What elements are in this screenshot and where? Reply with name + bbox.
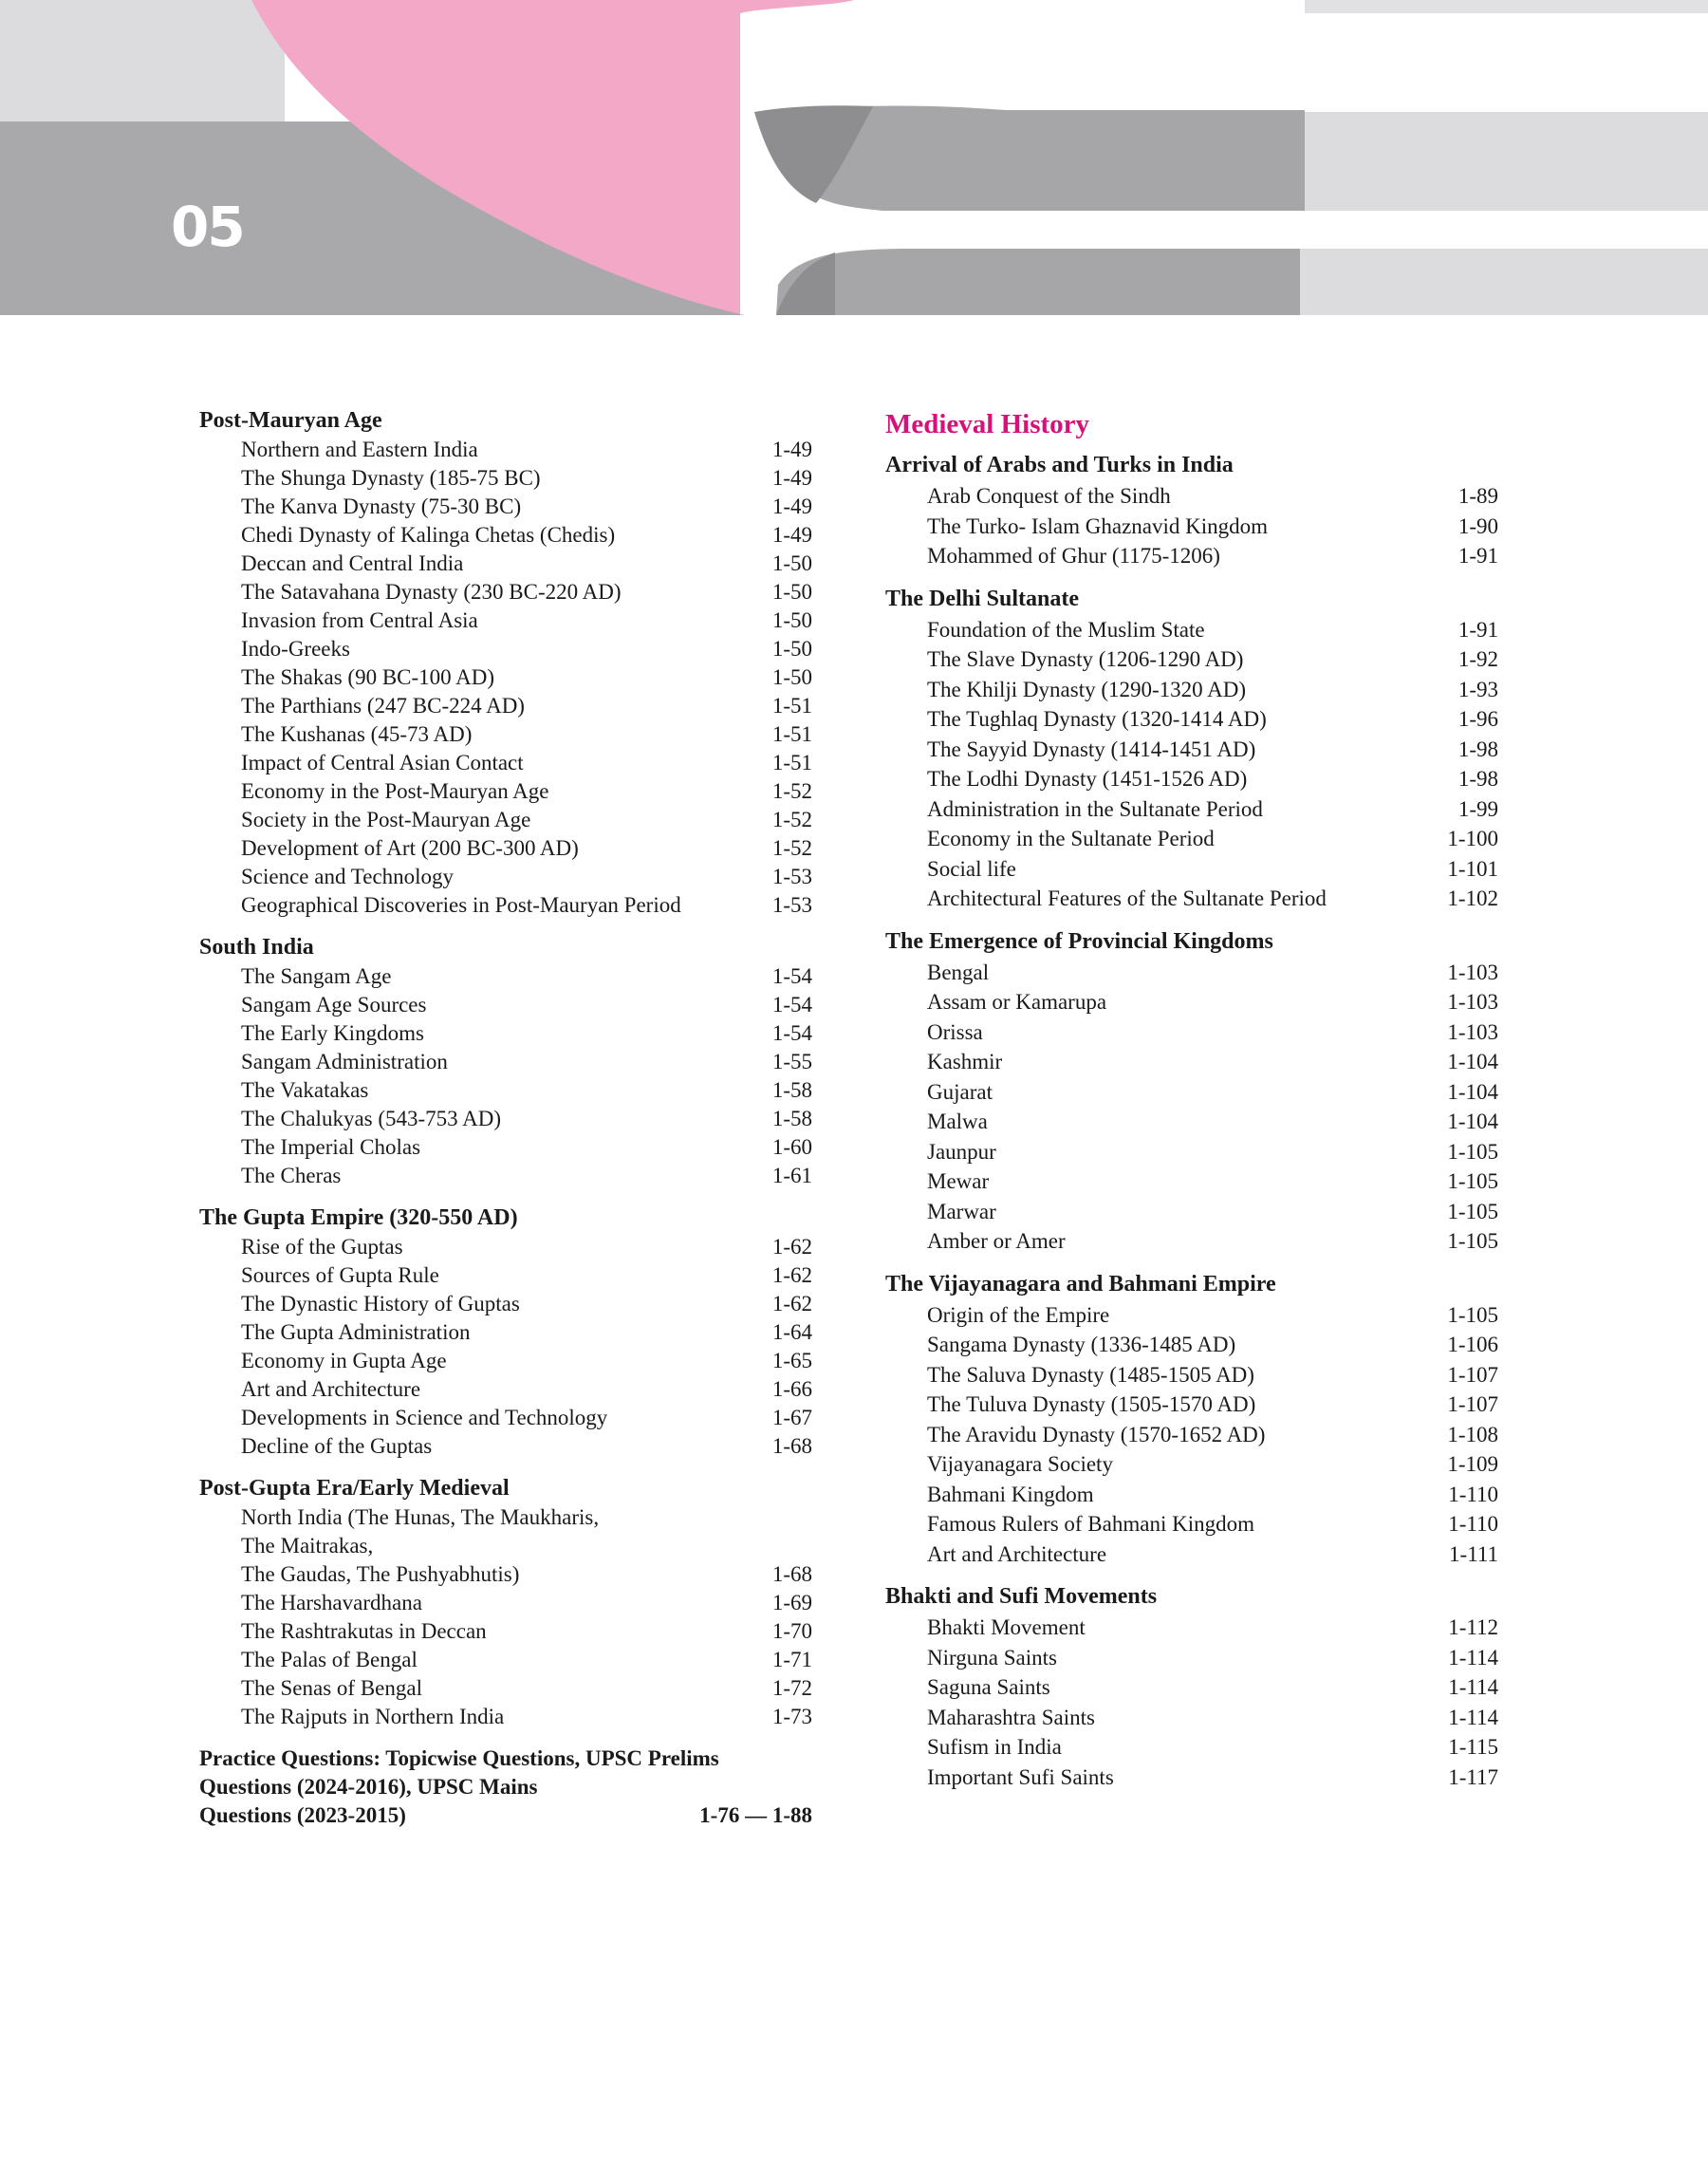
toc-entry-title: Decline of the Guptas (241, 1434, 433, 1458)
toc-entry-title: The Rashtrakutas in Deccan (241, 1619, 487, 1643)
toc-entry-page: 1-58 (771, 1078, 812, 1102)
practice-line (199, 1801, 812, 1830)
toc-entry[interactable] (199, 436, 812, 464)
toc-entry-page: 1-108 (1447, 1422, 1498, 1446)
toc-section (885, 1581, 1498, 1792)
toc-entry-title: The Cheras (241, 1164, 342, 1187)
toc-entry-page: 1-49 (771, 494, 812, 518)
toc-entry[interactable] (199, 1048, 812, 1076)
toc-entry-page: 1-50 (771, 551, 812, 575)
section-title: The Delhi Sultanate (885, 586, 1080, 611)
toc-entry[interactable] (885, 644, 1498, 675)
toc-entry-title: The Shakas (90 BC-100 AD) (241, 665, 495, 689)
toc-entry-title: Sufism in India (927, 1735, 1062, 1759)
toc-entry-page: 1-105 (1447, 1229, 1498, 1253)
toc-right-column (885, 406, 1498, 1804)
toc-entry[interactable] (885, 1107, 1498, 1137)
toc-entry[interactable] (199, 991, 812, 1019)
section-title: The Emergence of Provincial Kingdoms (885, 928, 1273, 954)
toc-entry-page: 1-54 (771, 993, 812, 1017)
toc-entry[interactable] (199, 550, 812, 578)
toc-entry-page: 1-70 (771, 1619, 812, 1643)
toc-entry[interactable] (885, 704, 1498, 735)
toc-entry-page: 1-52 (771, 779, 812, 803)
toc-entry-page: 1-49 (771, 523, 812, 547)
toc-entry[interactable] (199, 635, 812, 663)
toc-entry-title: Amber or Amer (927, 1229, 1066, 1253)
toc-entry[interactable] (885, 615, 1498, 645)
toc-entry-title: Jaunpur (927, 1139, 996, 1164)
toc-entry[interactable] (199, 692, 812, 720)
toc-entry-title: The Palas of Bengal (241, 1648, 418, 1671)
toc-entry-title: The Tuluva Dynasty (1505-1570 AD) (927, 1392, 1256, 1416)
toc-entry-page: 1-64 (771, 1320, 812, 1344)
toc-entry-title: Bhakti Movement (927, 1615, 1086, 1639)
toc-entry-title: Architectural Features of the Sultanate Period (927, 886, 1327, 910)
toc-entry-title: The Khilji Dynasty (1290-1320 AD) (927, 677, 1247, 701)
toc-entry[interactable] (199, 521, 812, 550)
toc-entry-page: 1-103 (1447, 960, 1498, 984)
toc-entry-title: The Senas of Bengal (241, 1676, 422, 1700)
toc-entry[interactable] (199, 578, 812, 606)
toc-entry-page: 1-58 (771, 1107, 812, 1130)
toc-entry[interactable] (199, 777, 812, 806)
toc-entry-page: 1-60 (771, 1135, 812, 1159)
toc-entry[interactable] (885, 1226, 1498, 1257)
toc-entry-title: Saguna Saints (927, 1675, 1050, 1699)
toc-entry-title: Invasion from Central Asia (241, 608, 478, 632)
toc-entry-title: The Lodhi Dynasty (1451-1526 AD) (927, 767, 1248, 791)
toc-entry-line: North India (The Hunas, The Maukharis, (241, 1505, 600, 1529)
toc-entry-title: The Gupta Administration (241, 1320, 471, 1344)
part-heading: Medieval History (885, 409, 1090, 439)
toc-entry-title: Art and Architecture (927, 1541, 1107, 1566)
toc-entry-page: 1-110 (1448, 1512, 1498, 1536)
toc-entry[interactable] (885, 1300, 1498, 1331)
toc-entry[interactable] (199, 1162, 812, 1190)
toc-entry-title: Impact of Central Asian Contact (241, 751, 524, 774)
toc-entry-page: 1-73 (771, 1705, 812, 1728)
toc-entry-title: The Satavahana Dynasty (230 BC-220 AD) (241, 580, 622, 604)
toc-entry[interactable] (885, 794, 1498, 825)
toc-section (885, 450, 1498, 571)
toc-entry-title: The Chalukyas (543-753 AD) (241, 1107, 502, 1130)
section-title: The Vijayanagara and Bahmani Empire (885, 1271, 1276, 1297)
toc-entry[interactable] (885, 987, 1498, 1017)
toc-entry-title: Important Sufi Saints (927, 1764, 1114, 1789)
toc-entry-page: 1-114 (1448, 1675, 1498, 1699)
toc-entry-page: 1-112 (1448, 1615, 1498, 1639)
toc-entry-page: 1-52 (771, 836, 812, 860)
toc-entry[interactable] (885, 1613, 1498, 1643)
toc-entry[interactable] (885, 1166, 1498, 1197)
toc-entry-page: 1-61 (771, 1164, 812, 1187)
toc-entry-title: Art and Architecture (241, 1377, 421, 1401)
toc-entry-title: Society in the Post-Mauryan Age (241, 808, 531, 831)
toc-entry-title: Sangam Administration (241, 1050, 448, 1073)
toc-entry[interactable] (199, 749, 812, 777)
section-title: Post-Mauryan Age (199, 408, 382, 433)
practice-line-text: Questions (2023-2015) (199, 1803, 406, 1827)
toc-entry-page: 1-62 (771, 1235, 812, 1259)
toc-entry-title: The Sangam Age (241, 964, 392, 988)
toc-entry[interactable] (885, 1480, 1498, 1510)
toc-entry[interactable] (199, 962, 812, 991)
toc-entry[interactable] (885, 1197, 1498, 1227)
toc-entry-page: 1-89 (1457, 484, 1498, 508)
toc-entry-title: Deccan and Central India (241, 551, 464, 575)
toc-entry[interactable] (885, 1703, 1498, 1733)
toc-section (199, 406, 812, 920)
toc-entry[interactable] (885, 1017, 1498, 1048)
section-title: Bhakti and Sufi Movements (885, 1584, 1158, 1609)
toc-entry-page: 1-68 (771, 1434, 812, 1458)
toc-entry-title: Economy in the Post-Mauryan Age (241, 779, 549, 803)
toc-entry[interactable] (199, 1133, 812, 1162)
toc-entry-title: Maharashtra Saints (927, 1705, 1095, 1729)
toc-entry[interactable] (199, 1589, 812, 1617)
toc-entry-title: Bahmani Kingdom (927, 1482, 1094, 1506)
toc-entry-page: 1-62 (771, 1263, 812, 1287)
toc-entry[interactable] (885, 824, 1498, 854)
toc-entry[interactable] (885, 764, 1498, 794)
toc-entry-page: 1-105 (1447, 1199, 1498, 1223)
toc-entry-page: 1-65 (771, 1349, 812, 1372)
toc-entry-page: 1-91 (1457, 544, 1498, 568)
toc-entry-page: 1-54 (771, 1021, 812, 1045)
toc-entry-title: The Sayyid Dynasty (1414-1451 AD) (927, 737, 1256, 761)
toc-entry-page: 1-50 (771, 665, 812, 689)
toc-entry-page: 1-106 (1447, 1333, 1498, 1356)
toc-entry-title: Origin of the Empire (927, 1302, 1110, 1327)
toc-entry[interactable] (885, 1672, 1498, 1703)
toc-entry-title: Gujarat (927, 1079, 993, 1104)
toc-entry[interactable] (885, 675, 1498, 705)
toc-entry-title: Nirguna Saints (927, 1645, 1057, 1670)
toc-entry-page: 1-54 (771, 964, 812, 988)
toc-entry-page: 1-49 (771, 466, 812, 490)
toc-entry[interactable] (199, 1076, 812, 1105)
toc-entry[interactable] (199, 720, 812, 749)
toc-entry[interactable] (885, 1449, 1498, 1480)
toc-entry-page: 1-114 (1448, 1705, 1498, 1729)
toc-entry-title: The Kanva Dynasty (75-30 BC) (241, 494, 522, 518)
toc-entry[interactable] (885, 1390, 1498, 1420)
toc-entry-page: 1-62 (771, 1292, 812, 1315)
toc-entry[interactable] (199, 1560, 812, 1589)
toc-section (199, 933, 812, 1190)
toc-entry-page: 1-91 (1457, 617, 1498, 642)
toc-entry[interactable] (885, 735, 1498, 765)
toc-entry-page: 1-96 (1457, 707, 1498, 731)
toc-entry-page: 1-51 (771, 694, 812, 718)
toc-section (199, 1474, 812, 1731)
toc-entry-page: 1-50 (771, 608, 812, 632)
toc-entry-page: 1-100 (1447, 827, 1498, 850)
toc-entry[interactable] (199, 1617, 812, 1646)
page-number: 05 (171, 195, 244, 259)
toc-entry[interactable] (199, 663, 812, 692)
toc-entry[interactable] (199, 1318, 812, 1347)
toc-entry-page: 1-107 (1447, 1362, 1498, 1387)
practice-page-range: 1-76 — 1-88 (699, 1803, 812, 1827)
toc-entry-page: 1-105 (1447, 1139, 1498, 1164)
toc-entry-title: Sangam Age Sources (241, 993, 427, 1017)
toc-entry-title: Malwa (927, 1110, 988, 1133)
toc-entry[interactable] (885, 1047, 1498, 1077)
toc-entry-page: 1-92 (1457, 647, 1498, 671)
toc-entry-title: The Early Kingdoms (241, 1021, 424, 1045)
toc-entry-page: 1-50 (771, 637, 812, 661)
toc-entry[interactable] (885, 884, 1498, 914)
toc-entry-line: The Maitrakas, (241, 1534, 374, 1558)
toc-entry[interactable] (199, 891, 812, 920)
toc-entry-title: The Slave Dynasty (1206-1290 AD) (927, 647, 1244, 671)
toc-entry-page: 1-71 (771, 1648, 812, 1671)
section-title: Post-Gupta Era/Early Medieval (199, 1476, 510, 1501)
toc-entry-title: Mewar (927, 1169, 990, 1193)
toc-entry-page: 1-98 (1457, 737, 1498, 761)
section-title: Arrival of Arabs and Turks in India (885, 453, 1234, 477)
toc-entry-title: Sangama Dynasty (1336-1485 AD) (927, 1333, 1236, 1356)
toc-entry-title: Rise of the Guptas (241, 1235, 403, 1259)
toc-entry[interactable] (199, 1703, 812, 1731)
toc-entry[interactable] (199, 493, 812, 521)
toc-entry-title: Mohammed of Ghur (1175-1206) (927, 544, 1220, 568)
toc-entry-title: Geographical Discoveries in Post-Mauryan Period (241, 893, 681, 917)
toc-entry-title: Economy in Gupta Age (241, 1349, 447, 1372)
toc-entry[interactable] (885, 1330, 1498, 1360)
practice-line: Practice Questions: Topicwise Questions, UPSC Prelims (199, 1746, 719, 1770)
toc-entry-page: 1-68 (771, 1562, 812, 1586)
toc-entry-title: Development of Art (200 BC-300 AD) (241, 836, 579, 860)
toc-entry-page: 1-110 (1448, 1482, 1498, 1506)
toc-entry-title: Northern and Eastern India (241, 438, 478, 461)
toc-entry-title: Chedi Dynasty of Kalinga Chetas (Chedis) (241, 523, 616, 547)
toc-entry[interactable] (885, 1539, 1498, 1570)
section-title: The Gupta Empire (320-550 AD) (199, 1205, 518, 1230)
toc-entry-page: 1-117 (1448, 1764, 1498, 1789)
toc-entry-title: The Vakatakas (241, 1078, 369, 1102)
toc-entry[interactable] (885, 1420, 1498, 1450)
toc-entry[interactable] (199, 1432, 812, 1461)
toc-entry-title: Indo-Greeks (241, 637, 350, 661)
toc-entry[interactable] (885, 512, 1498, 542)
toc-entry-title: Arab Conquest of the Sindh (927, 484, 1171, 508)
toc-entry[interactable] (885, 1077, 1498, 1108)
toc-entry[interactable] (885, 958, 1498, 988)
toc-entry-title: Kashmir (927, 1050, 1003, 1073)
toc-entry-page: 1-109 (1447, 1452, 1498, 1476)
toc-entry[interactable] (199, 606, 812, 635)
toc-entry-title: The Harshavardhana (241, 1591, 422, 1614)
toc-entry-page: 1-93 (1457, 677, 1498, 701)
toc-entry-page: 1-98 (1457, 767, 1498, 791)
toc-entry[interactable] (199, 1646, 812, 1674)
toc-entry[interactable] (199, 1233, 812, 1261)
toc-section (199, 1203, 812, 1461)
toc-entry-title: The Tughlaq Dynasty (1320-1414 AD) (927, 707, 1267, 731)
toc-entry-title: Sources of Gupta Rule (241, 1263, 439, 1287)
toc-entry[interactable] (199, 1261, 812, 1290)
toc-entry-title: Foundation of the Muslim State (927, 617, 1205, 642)
toc-left-column (199, 406, 812, 1830)
toc-entry[interactable] (885, 1137, 1498, 1167)
toc-entry-page: 1-51 (771, 751, 812, 774)
toc-entry-page: 1-55 (771, 1050, 812, 1073)
toc-entry[interactable] (199, 1290, 812, 1318)
toc-entry[interactable] (199, 1019, 812, 1048)
toc-entry-page: 1-104 (1447, 1110, 1498, 1133)
toc-entry[interactable] (199, 806, 812, 834)
toc-entry[interactable] (199, 1347, 812, 1375)
toc-entry-page: 1-99 (1457, 796, 1498, 821)
toc-entry-page: 1-69 (771, 1591, 812, 1614)
toc-entry-title: Economy in the Sultanate Period (927, 827, 1215, 850)
section-title: South India (199, 935, 314, 960)
toc-entry-title: Marwar (927, 1199, 996, 1223)
toc-entry-title: Developments in Science and Technology (241, 1406, 608, 1429)
toc-entry-page: 1-101 (1447, 856, 1498, 881)
toc-entry-title: Vijayanagara Society (927, 1452, 1113, 1476)
toc-entry-page: 1-102 (1447, 886, 1498, 910)
toc-entry[interactable] (199, 1404, 812, 1432)
practice-line: Questions (2024-2016), UPSC Mains (199, 1775, 538, 1799)
toc-entry[interactable] (885, 481, 1498, 512)
toc-entry-title: Orissa (927, 1019, 983, 1044)
toc-entry[interactable] (885, 1360, 1498, 1390)
toc-entry-page: 1-103 (1447, 1019, 1498, 1044)
toc-entry[interactable] (199, 863, 812, 891)
toc-entry[interactable] (885, 1509, 1498, 1539)
toc-entry-title: The Rajputs in Northern India (241, 1705, 505, 1728)
toc-entry-title: The Turko- Islam Ghaznavid Kingdom (927, 513, 1269, 538)
toc-entry-page: 1-53 (771, 865, 812, 888)
toc-entry[interactable] (199, 1105, 812, 1133)
toc-entry-page: 1-66 (771, 1377, 812, 1401)
toc-entry-title: Bengal (927, 960, 990, 984)
toc-entry-title: The Aravidu Dynasty (1570-1652 AD) (927, 1422, 1266, 1446)
toc-entry[interactable] (885, 1763, 1498, 1793)
toc-entry-page: 1-105 (1447, 1169, 1498, 1193)
toc-entry[interactable] (885, 854, 1498, 885)
toc-entry-page: 1-67 (771, 1406, 812, 1429)
toc-entry-title: Assam or Kamarupa (927, 990, 1107, 1014)
toc-entry[interactable] (199, 1375, 812, 1404)
toc-entry-title: The Parthians (247 BC-224 AD) (241, 694, 525, 718)
toc-entry-page: 1-72 (771, 1676, 812, 1700)
toc-entry[interactable] (885, 1732, 1498, 1763)
toc-entry-title: The Saluva Dynasty (1485-1505 AD) (927, 1362, 1254, 1387)
toc-entry[interactable] (885, 541, 1498, 571)
toc-entry-title: Famous Rulers of Bahmani Kingdom (927, 1512, 1254, 1536)
toc-entry-page: 1-115 (1448, 1735, 1498, 1759)
toc-entry-title: Administration in the Sultanate Period (927, 796, 1263, 821)
toc-section (885, 926, 1498, 1257)
toc-entry-page: 1-104 (1447, 1050, 1498, 1073)
toc-entry-title: Social life (927, 856, 1016, 881)
toc-entry-page: 1-104 (1447, 1079, 1498, 1104)
toc-entry-page: 1-52 (771, 808, 812, 831)
header-banner (0, 0, 1708, 315)
toc-entry[interactable] (199, 834, 812, 863)
toc-entry-title: The Shunga Dynasty (185-75 BC) (241, 466, 541, 490)
toc-entry[interactable] (199, 464, 812, 493)
toc-entry-page: 1-53 (771, 893, 812, 917)
toc-entry-page: 1-51 (771, 722, 812, 746)
toc-entry[interactable] (199, 1674, 812, 1703)
toc-section (885, 1269, 1498, 1570)
practice-questions-entry[interactable] (199, 1745, 812, 1830)
toc-section (885, 584, 1498, 914)
toc-entry-page: 1-49 (771, 438, 812, 461)
toc-entry-page: 1-103 (1447, 990, 1498, 1014)
toc-entry-title: The Gaudas, The Pushyabhutis) (241, 1562, 520, 1586)
toc-entry-page: 1-107 (1447, 1392, 1498, 1416)
toc-entry-title: The Dynastic History of Guptas (241, 1292, 520, 1315)
toc-entry-title: Science and Technology (241, 865, 455, 888)
toc-entry[interactable] (885, 1643, 1498, 1673)
toc-entry-page: 1-114 (1448, 1645, 1498, 1670)
toc-entry-page: 1-105 (1447, 1302, 1498, 1327)
toc-entry-title: The Kushanas (45-73 AD) (241, 722, 473, 746)
toc-entry-page: 1-50 (771, 580, 812, 604)
toc-entry-page: 1-90 (1457, 513, 1498, 538)
toc-entry-page: 1-111 (1449, 1541, 1498, 1566)
toc-entry-title: The Imperial Cholas (241, 1135, 421, 1159)
